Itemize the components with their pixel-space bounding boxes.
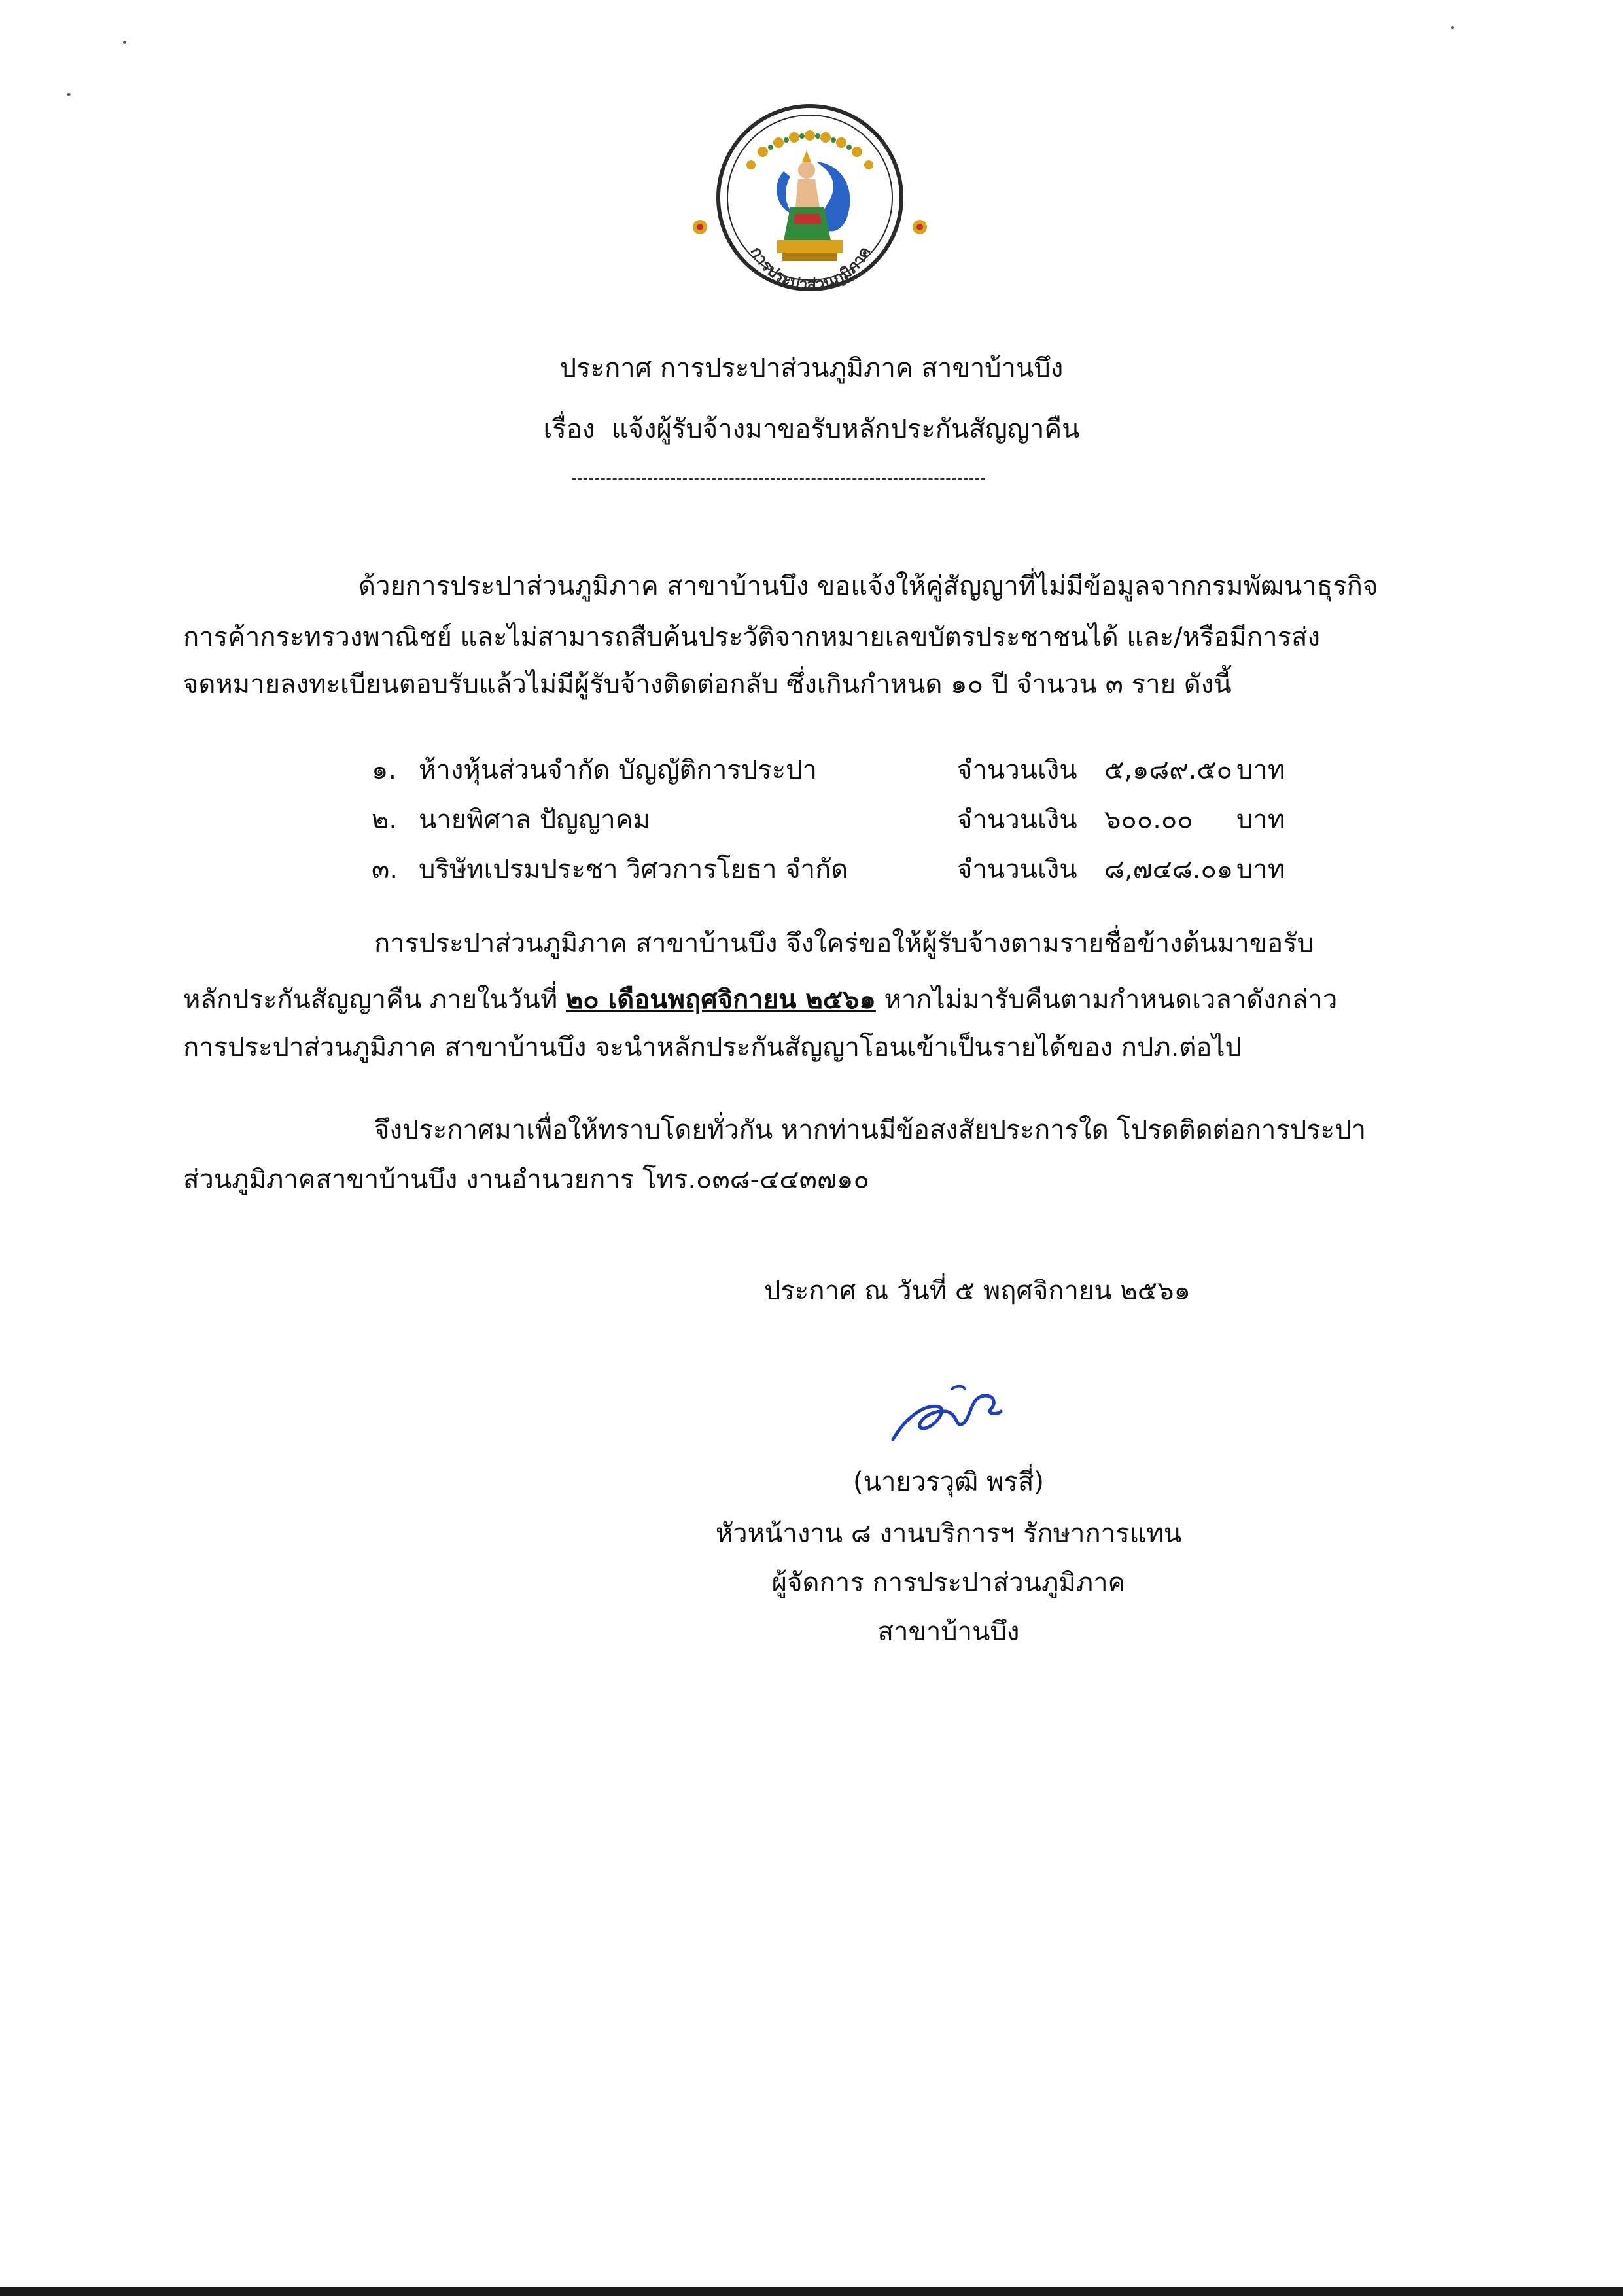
contractor-name: บริษัทเปรมประชา วิศวการโยธา จำกัด	[419, 855, 848, 885]
signer-title: ผู้จัดการ การประปาส่วนภูมิภาค	[771, 1568, 1126, 1598]
deadline-date: ๒๐ เดือนพฤศจิกายน ๒๕๖๑	[565, 985, 876, 1015]
contractor-amount: ๘,๗๔๘.๐๑	[1104, 855, 1234, 885]
paragraph-2-line-1: การประปาส่วนภูมิภาค สาขาบ้านบึง จึงใคร่ขอให้ผู้รับจ้างตามรายชื่อข้างต้นมาขอรับ	[374, 928, 1314, 959]
organization-seal-icon	[686, 99, 934, 322]
amount-unit: บาท	[1236, 855, 1285, 885]
contractor-number: ๑.	[372, 755, 397, 785]
signer-position: หัวหน้างาน ๘ งานบริการฯ รักษาการแทน	[715, 1519, 1182, 1549]
paragraph-2-line-3: การประปาส่วนภูมิภาค สาขาบ้านบึง จะนำหลักประกันสัญญาโอนเข้าเป็นรายได้ของ กปภ.ต่อไป	[183, 1033, 1242, 1063]
contractor-row	[372, 850, 1300, 889]
paragraph-3-line-2: ส่วนภูมิภาคสาขาบ้านบึง งานอำนวยการ โทร.๐๓๘-๔๔๓๗๑๐	[183, 1165, 869, 1195]
contractor-name: นายพิศาล ปัญญาคม	[419, 805, 650, 835]
amount-unit: บาท	[1236, 805, 1285, 835]
amount-label: จำนวนเงิน	[957, 805, 1077, 835]
paragraph-1-line-2: การค้ากระทรวงพาณิชย์ และไม่สามารถสืบค้นประวัติจากหมายเลขบัตรประชาชนได้ และ/หรือมีการส่ง	[183, 622, 1321, 652]
paragraph-3-line-1: จึงประกาศมาเพื่อให้ทราบโดยทั่วกัน หากท่านมีข้อสงสัยประการใด โปรดติดต่อการประปา	[374, 1115, 1367, 1145]
deadline-lead-text: หลักประกันสัญญาคืน ภายในวันที่	[183, 985, 566, 1015]
signer-name: (นายวรวุฒิ พรสี่)	[853, 1467, 1044, 1497]
subject-text: แจ้งผู้รับจ้างมาขอรับหลักประกันสัญญาคืน	[611, 414, 1080, 444]
scan-speck	[123, 41, 126, 44]
contractor-amount: ๕,๑๘๙.๕๐	[1104, 755, 1232, 785]
contractor-amount: ๖๐๐.๐๐	[1104, 805, 1193, 835]
header-divider	[572, 478, 985, 480]
contractor-row	[372, 800, 1300, 839]
deadline-trailing-text: หากไม่มารับคืนตามกำหนดเวลาดังกล่าว	[875, 985, 1338, 1015]
scan-speck	[67, 93, 71, 96]
paragraph-1-line-1: ด้วยการประปาส่วนภูมิภาค สาขาบ้านบึง ขอแจ้งให้คู่สัญญาที่ไม่มีข้อมูลจากกรมพัฒนาธุรกิจ	[358, 571, 1378, 601]
contractor-number: ๒.	[372, 805, 398, 835]
scan-speck	[1451, 26, 1454, 29]
announcement-title: ประกาศ การประปาส่วนภูมิภาค สาขาบ้านบึง	[559, 353, 1064, 383]
contractor-number: ๓.	[372, 855, 398, 885]
contractor-name: ห้างหุ้นส่วนจำกัด บัญญัติการประปา	[419, 755, 818, 785]
scan-border	[0, 2287, 1623, 2296]
paragraph-2-line-2	[183, 980, 1337, 1019]
amount-label: จำนวนเงิน	[957, 755, 1077, 785]
announcement-subject	[0, 410, 1623, 449]
announcement-date: ประกาศ ณ วันที่ ๕ พฤศจิกายน ๒๕๖๑	[764, 1276, 1191, 1306]
handwritten-signature-icon	[886, 1377, 1004, 1446]
contractor-row	[372, 751, 1300, 790]
amount-label: จำนวนเงิน	[957, 855, 1077, 885]
amount-unit: บาท	[1236, 755, 1285, 785]
signer-branch: สาขาบ้านบึง	[877, 1617, 1020, 1647]
paragraph-1-line-3: จดหมายลงทะเบียนตอบรับแล้วไม่มีผู้รับจ้างติดต่อกลับ ซึ่งเกินกำหนด ๑๐ ปี จำนวน ๓ ราย ดังนี้	[183, 669, 1232, 699]
svg-text:การประปาส่วนภูมิภาค: การประปาส่วนภูมิภาค	[746, 243, 875, 294]
subject-label: เรื่อง	[543, 414, 595, 444]
